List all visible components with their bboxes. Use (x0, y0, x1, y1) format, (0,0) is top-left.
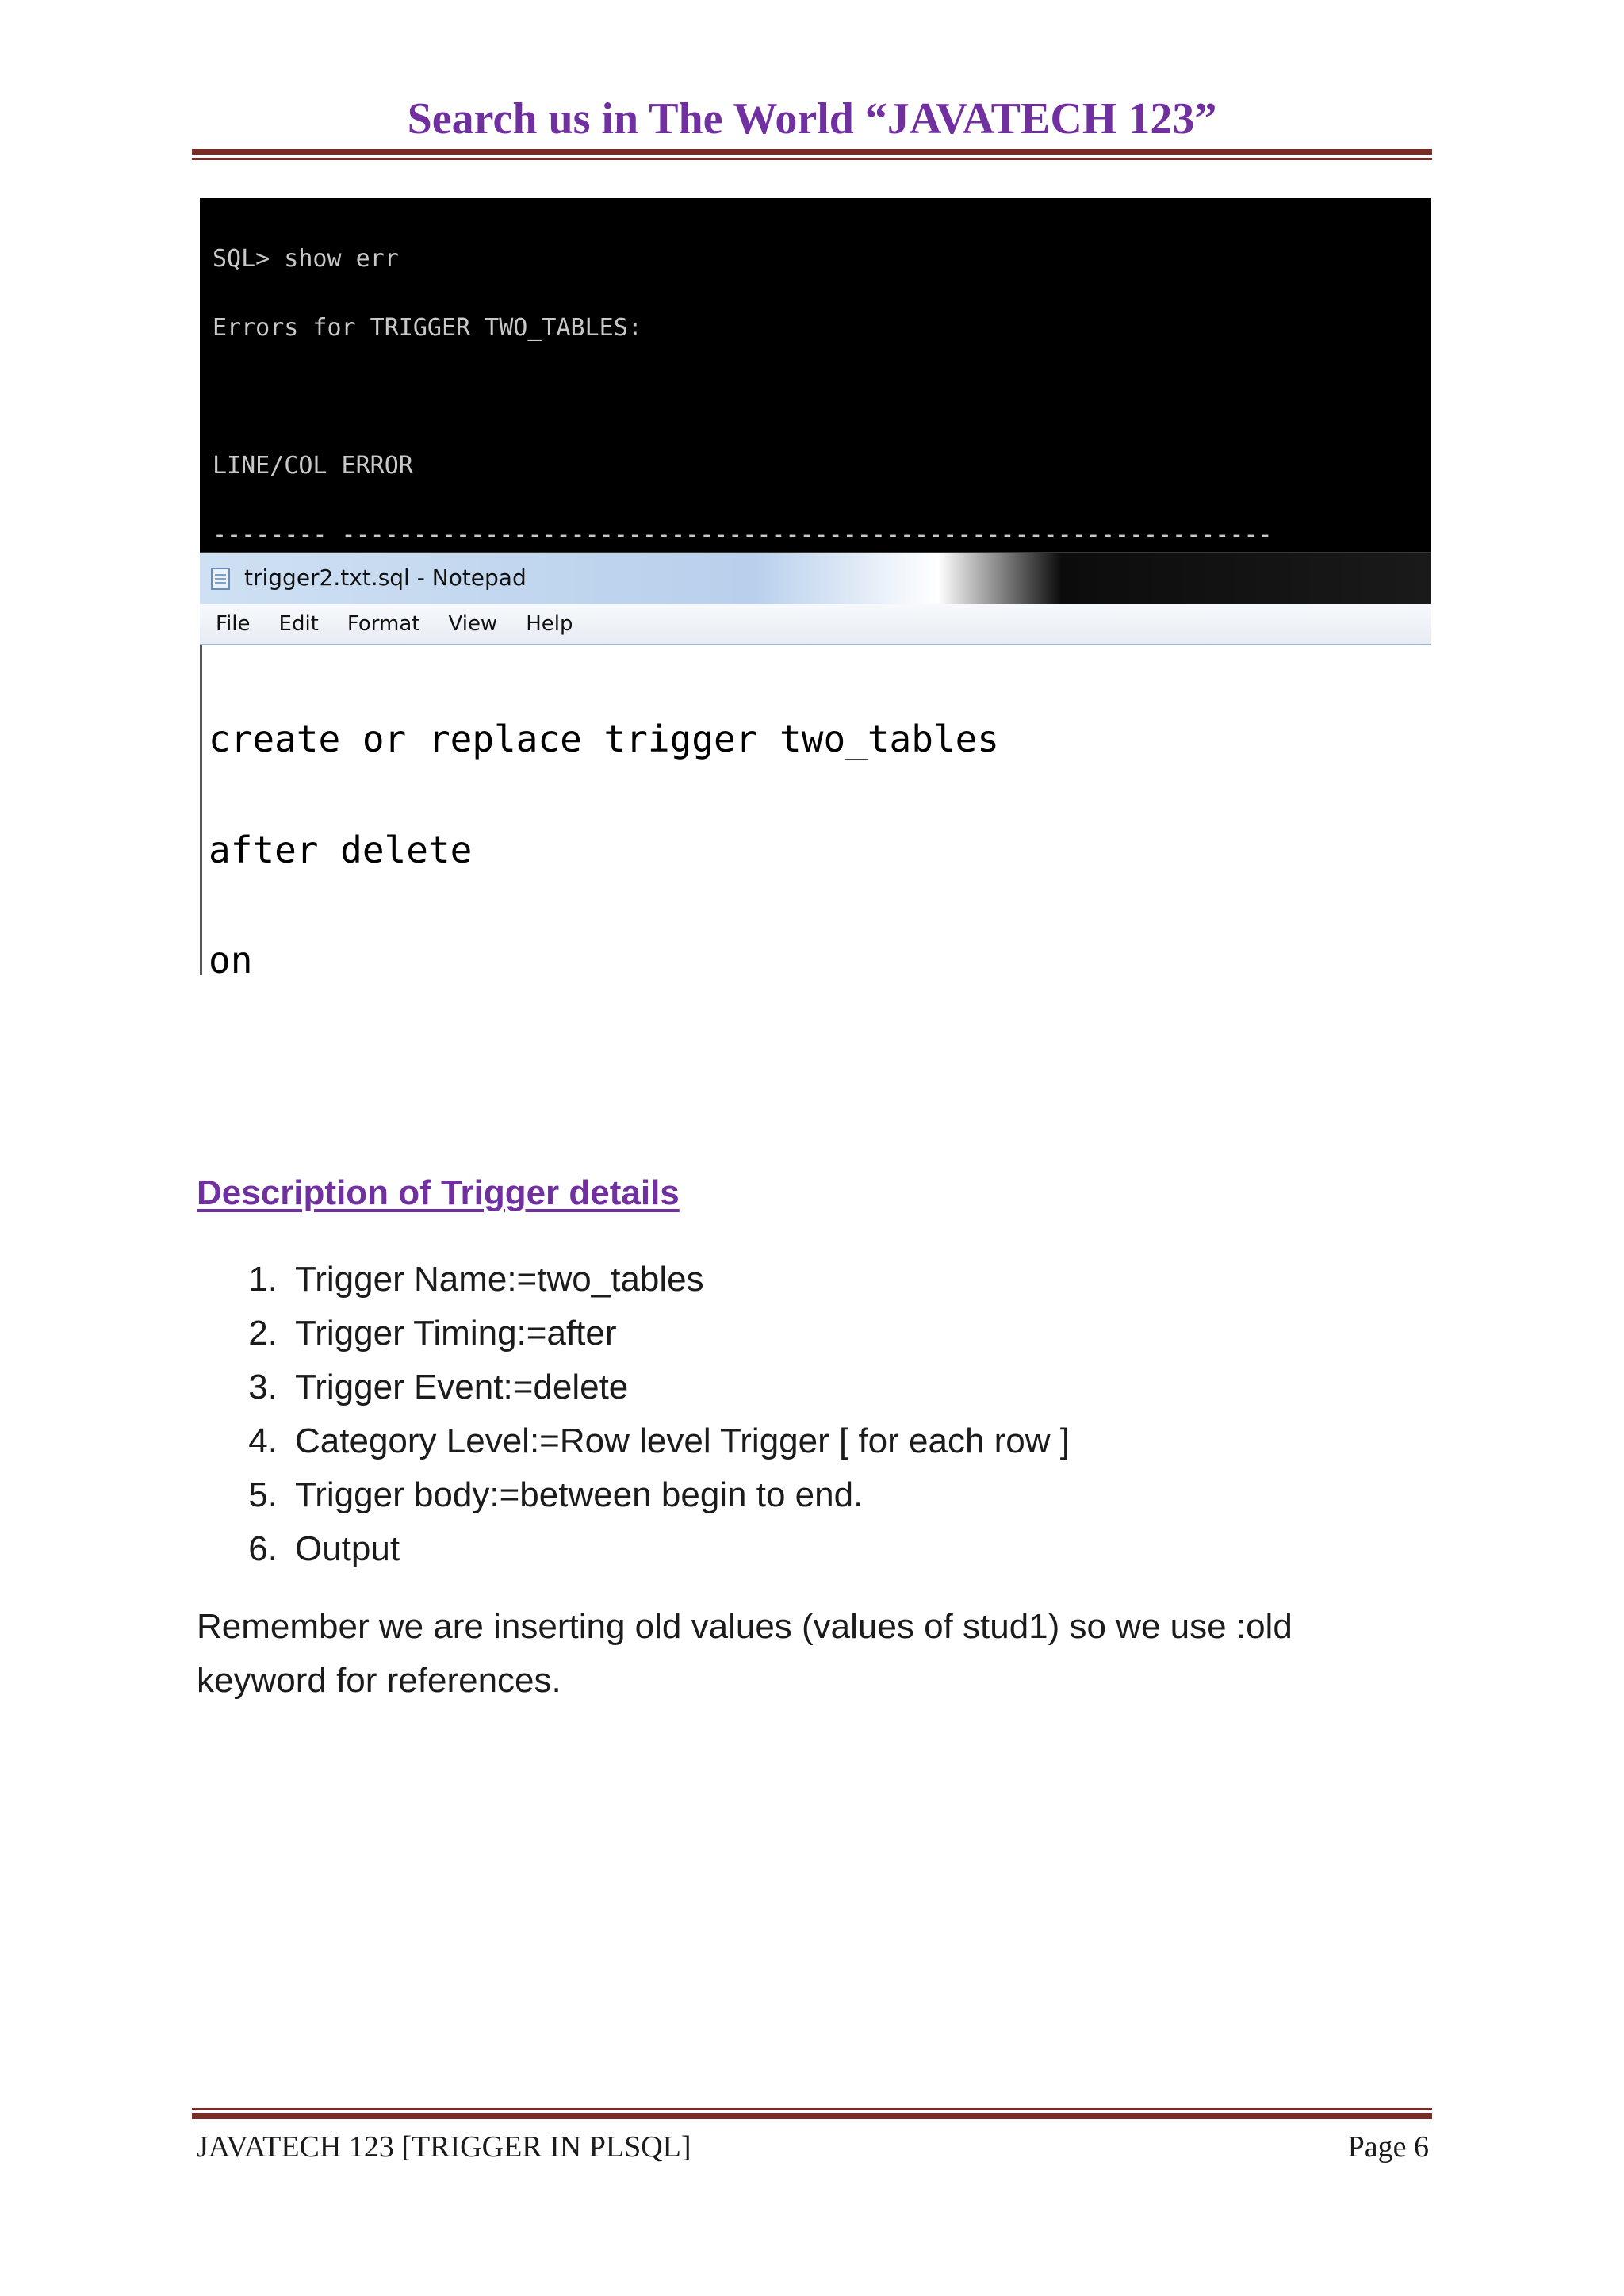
footer-rule (192, 2113, 1432, 2119)
note-line: Remember we are inserting old values (values of stud1) so we use :old (197, 1607, 1293, 1646)
list-item (197, 1468, 1070, 1522)
list-item (197, 1414, 1070, 1468)
footer-document-title: JAVATECH 123 [TRIGGER IN PLSQL] (197, 2130, 691, 2164)
notepad-icon (211, 568, 230, 590)
list-number: 5. (248, 1475, 278, 1514)
list-number: 2. (248, 1314, 278, 1353)
code-line: create or replace trigger two_tables (209, 718, 999, 760)
list-text: Trigger Timing:=after (295, 1314, 617, 1353)
page-header-title: Search us in The World “JAVATECH 123” (407, 94, 1217, 144)
list-number: 3. (248, 1368, 278, 1406)
footer-rule-thin (192, 2108, 1432, 2110)
console-line: LINE/COL ERROR (213, 452, 413, 480)
header-rule-thin (192, 158, 1432, 160)
list-text: Output (295, 1529, 400, 1568)
menu-view[interactable]: View (448, 612, 498, 636)
trigger-details-list (197, 1253, 1070, 1576)
code-line: after delete (209, 828, 473, 871)
list-number: 1. (248, 1260, 278, 1299)
footer-page-number: Page 6 (1347, 2130, 1429, 2164)
console-line (213, 385, 1431, 408)
list-number: 6. (248, 1529, 278, 1568)
list-item (197, 1522, 1070, 1576)
list-item (197, 1360, 1070, 1414)
section-heading: Description of Trigger details (197, 1173, 680, 1212)
list-text: Trigger Event:=delete (295, 1368, 629, 1406)
sql-console-screenshot (200, 198, 1431, 552)
note-line: keyword for references. (197, 1661, 561, 1700)
menu-edit[interactable]: Edit (278, 612, 319, 636)
list-number: 4. (248, 1422, 278, 1460)
note-paragraph (197, 1600, 1434, 1708)
console-line: Errors for TRIGGER TWO_TABLES: (213, 314, 642, 342)
list-text: Category Level:=Row level Trigger [ for each row ] (295, 1422, 1071, 1460)
code-line: on (209, 939, 253, 975)
list-text: Trigger body:=between begin to end. (295, 1475, 864, 1514)
notepad-title: trigger2.txt.sql - Notepad (244, 564, 527, 591)
list-text: Trigger Name:=two_tables (295, 1260, 704, 1299)
list-item (197, 1253, 1070, 1307)
menu-format[interactable]: Format (347, 612, 420, 636)
list-item (197, 1307, 1070, 1360)
notepad-editor[interactable] (200, 645, 1431, 975)
console-line: SQL> show err (213, 245, 399, 273)
notepad-menubar (200, 604, 1431, 645)
menu-file[interactable]: File (216, 612, 251, 636)
notepad-titlebar[interactable] (200, 552, 1431, 606)
header-rule (192, 149, 1432, 155)
menu-help[interactable]: Help (526, 612, 573, 636)
notepad-window (200, 552, 1431, 977)
console-line: -------- ----------------------------------------------------------------- (213, 521, 1273, 549)
